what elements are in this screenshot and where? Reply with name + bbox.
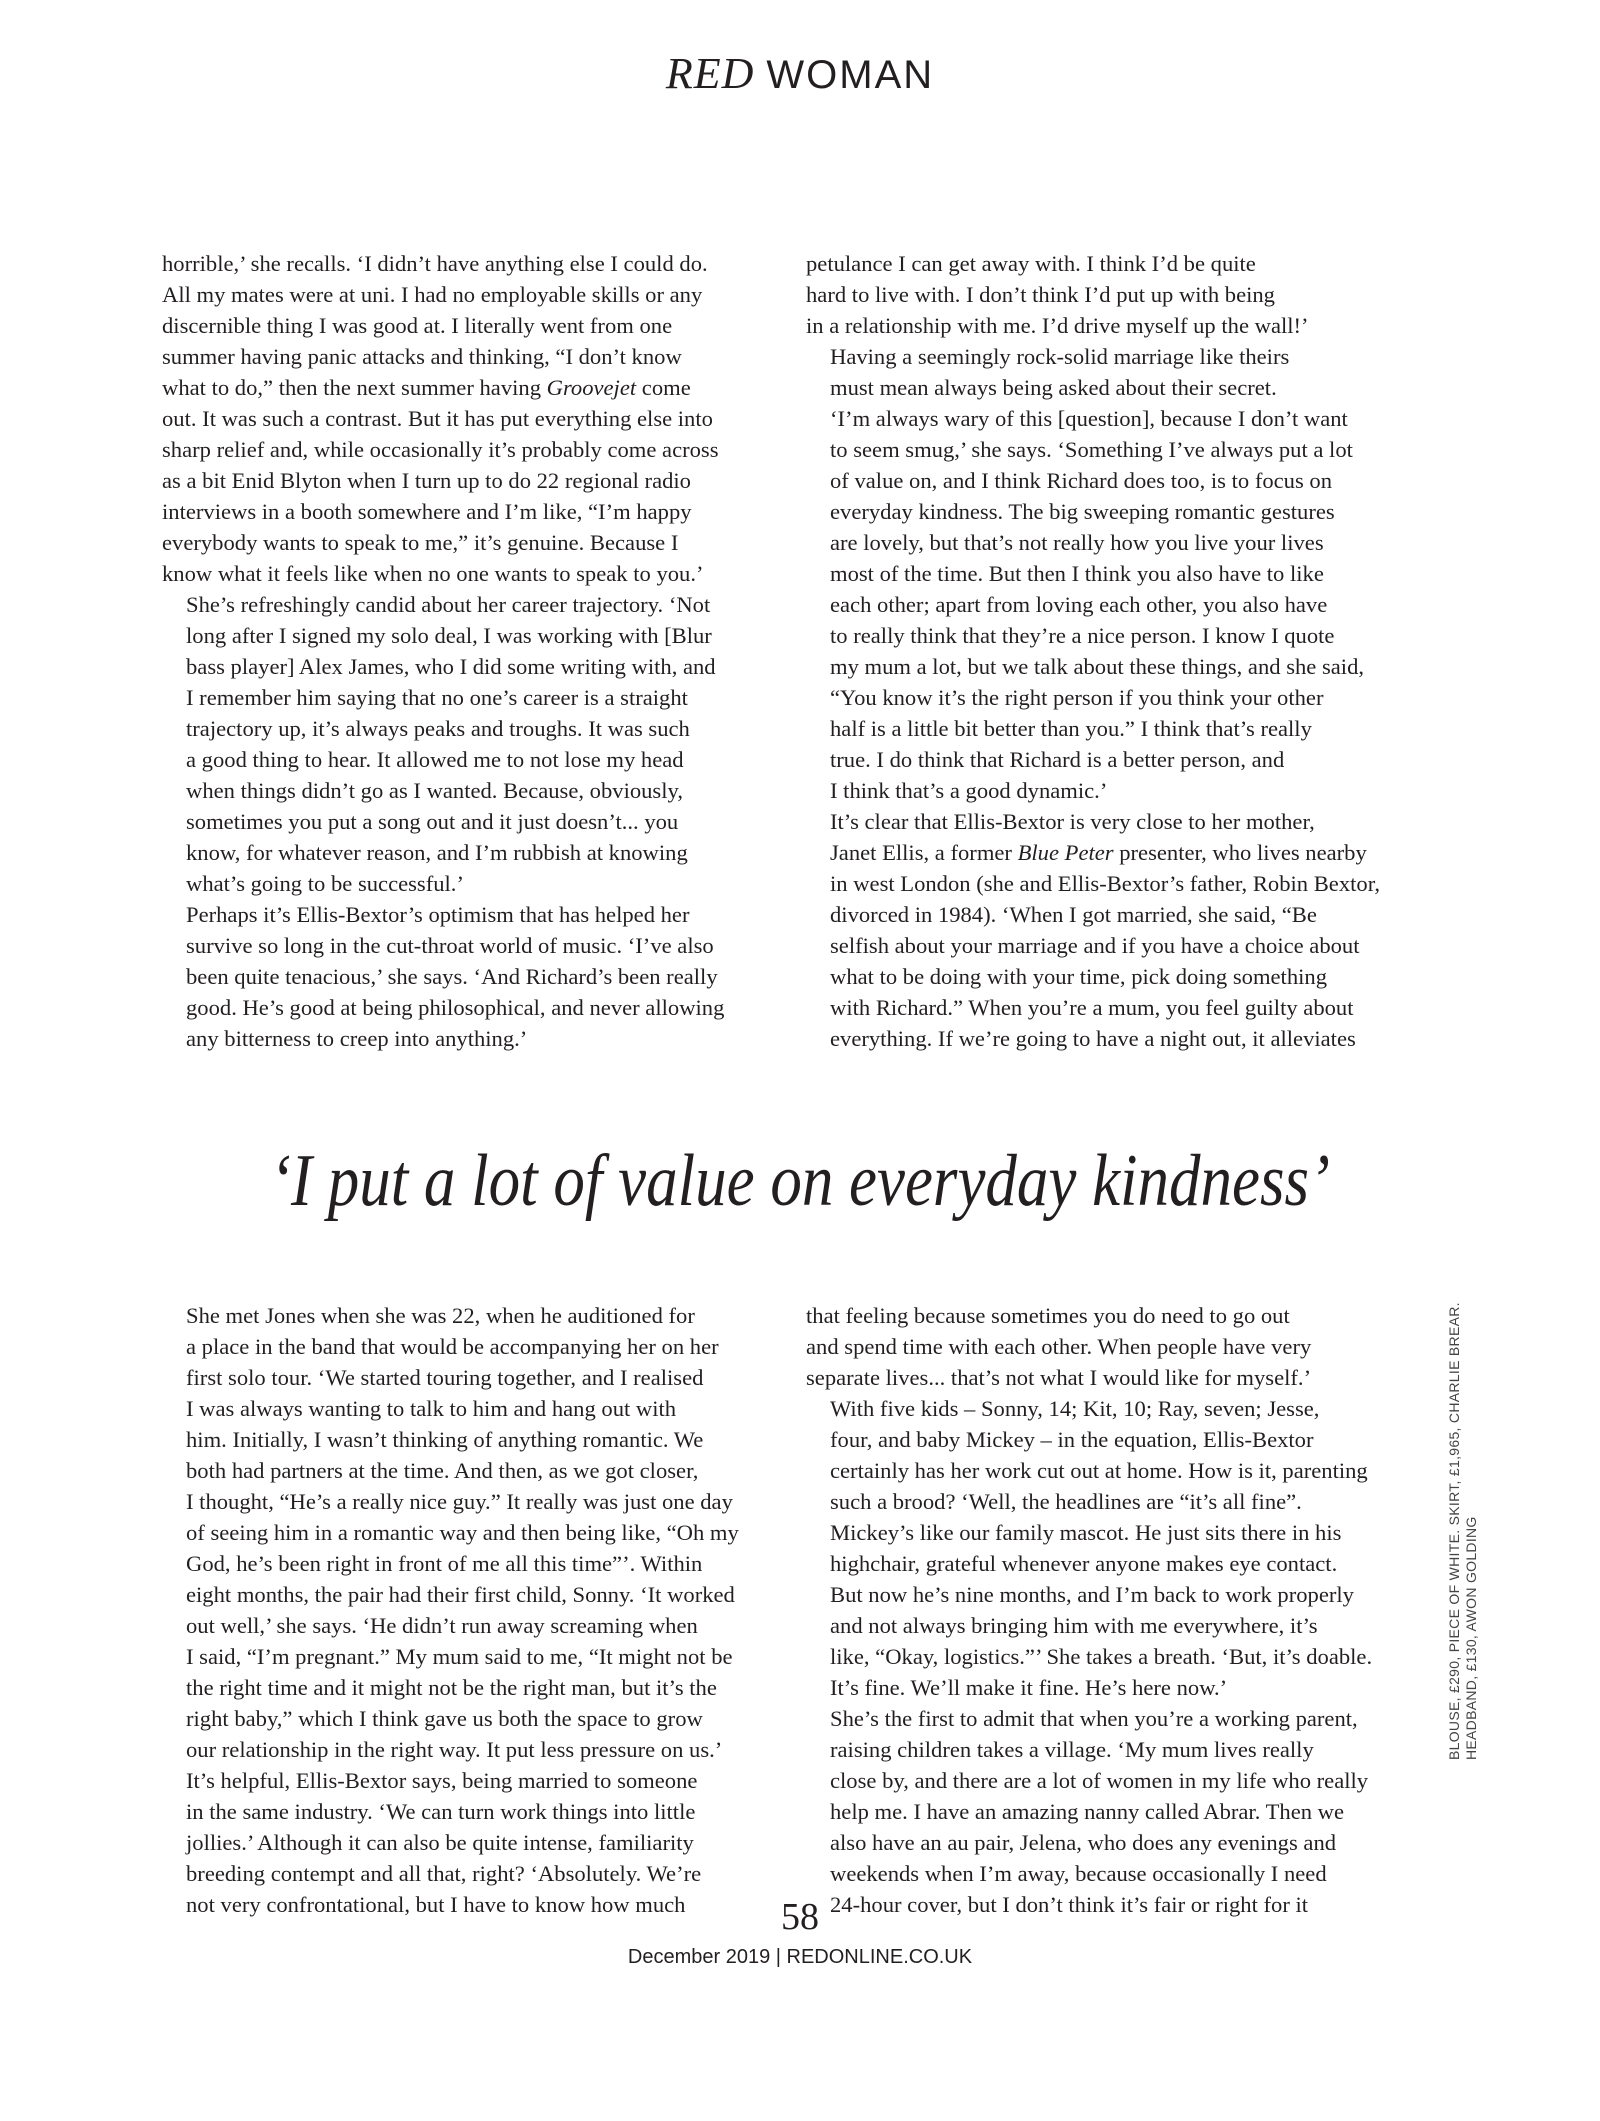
text-line: when things didn’t go as I wanted. Because, obviously, bbox=[186, 778, 683, 803]
text-line: divorced in 1984). ‘When I got married, she said, “Be bbox=[830, 902, 1317, 927]
text-line: him. Initially, I wasn’t thinking of anything romantic. We bbox=[186, 1427, 704, 1452]
text-line: first solo tour. ‘We started touring together, and I realised bbox=[186, 1365, 704, 1390]
text-line: Janet Ellis, a former Blue Peter presenter, who lives nearby bbox=[830, 840, 1367, 865]
text-line: been quite tenacious,’ she says. ‘And Richard’s been really bbox=[186, 964, 718, 989]
paragraph bbox=[806, 1703, 1416, 1920]
text-line: I thought, “He’s a really nice guy.” It really was just one day bbox=[186, 1489, 733, 1514]
pull-quote bbox=[255, 1085, 1345, 1275]
text-line: also have an au pair, Jelena, who does any evenings and bbox=[830, 1830, 1337, 1855]
text-line: help me. I have an amazing nanny called Abrar. Then we bbox=[830, 1799, 1345, 1824]
paragraph bbox=[162, 589, 772, 899]
text-line: half is a little bit better than you.” I think that’s really bbox=[830, 716, 1312, 741]
paragraph bbox=[806, 1300, 1416, 1393]
text-line: discernible thing I was good at. I literally went from one bbox=[162, 313, 673, 338]
text-line: and spend time with each other. When people have very bbox=[806, 1334, 1312, 1359]
text-line: summer having panic attacks and thinking, “I don’t know bbox=[162, 344, 682, 369]
masthead-red: RED bbox=[665, 49, 755, 98]
pull-quote-text: ‘I put a lot of value on everyday kindness’ bbox=[270, 1140, 1330, 1222]
text-line: such a brood? ‘Well, the headlines are “it’s all fine”. bbox=[830, 1489, 1302, 1514]
text-line: Perhaps it’s Ellis-Bextor’s optimism that has helped her bbox=[186, 902, 690, 927]
text-line: the right time and it might not be the right man, but it’s the bbox=[186, 1675, 717, 1700]
text-line: survive so long in the cut-throat world of music. ‘I’ve also bbox=[186, 933, 714, 958]
text-line: petulance I can get away with. I think I’d be quite bbox=[806, 251, 1256, 276]
text-line: what’s going to be successful.’ bbox=[186, 871, 464, 896]
paragraph bbox=[806, 248, 1416, 341]
text-line: to seem smug,’ she says. ‘Something I’ve always put a lot bbox=[830, 437, 1353, 462]
text-line: Mickey’s like our family mascot. He just sits there in his bbox=[830, 1520, 1342, 1545]
text-line: 24-hour cover, but I don’t think it’s fair or right for it bbox=[830, 1892, 1309, 1917]
text-line: horrible,’ she recalls. ‘I didn’t have anything else I could do. bbox=[162, 251, 708, 276]
photo-credit bbox=[1446, 1302, 1480, 1760]
text-line: our relationship in the right way. It put less pressure on us.’ bbox=[186, 1737, 723, 1762]
article-column-top-right bbox=[806, 248, 1416, 1054]
title-emphasis: Groovejet bbox=[546, 375, 637, 400]
text-line: I remember him saying that no one’s career is a straight bbox=[186, 685, 688, 710]
text-line: separate lives... that’s not what I would like for myself.’ bbox=[806, 1365, 1312, 1390]
text-line: She’s the first to admit that when you’re a working parent, bbox=[830, 1706, 1358, 1731]
text-line: long after I signed my solo deal, I was working with [Blur bbox=[186, 623, 712, 648]
text-line: I said, “I’m pregnant.” My mum said to me, “It might not be bbox=[186, 1644, 733, 1669]
text-line: out well,’ she says. ‘He didn’t run away screaming when bbox=[186, 1613, 698, 1638]
photo-credit-line-1: BLOUSE, £290, PIECE OF WHITE. SKIRT, £1,965, CHARLIE BREAR. bbox=[1446, 1302, 1462, 1760]
text-line: everyday kindness. The big sweeping romantic gestures bbox=[830, 499, 1335, 524]
masthead-woman: WOMAN bbox=[766, 53, 935, 97]
text-line: of seeing him in a romantic way and then being like, “Oh my bbox=[186, 1520, 739, 1545]
text-line: It’s helpful, Ellis-Bextor says, being married to someone bbox=[186, 1768, 698, 1793]
text-line: with Richard.” When you’re a mum, you feel guilty about bbox=[830, 995, 1354, 1020]
masthead bbox=[0, 48, 1600, 99]
text-line: like, “Okay, logistics.”’ She takes a breath. ‘But, it’s doable. bbox=[830, 1644, 1373, 1669]
text-line: to really think that they’re a nice person. I know I quote bbox=[830, 623, 1335, 648]
article-column-bottom-left bbox=[162, 1300, 772, 1920]
text-line: bass player] Alex James, who I did some writing with, and bbox=[186, 654, 716, 679]
paragraph bbox=[162, 248, 772, 589]
text-line: a place in the band that would be accompanying her on her bbox=[186, 1334, 719, 1359]
text-line: certainly has her work cut out at home. How is it, parenting bbox=[830, 1458, 1368, 1483]
text-line: are lovely, but that’s not really how you live your lives bbox=[830, 530, 1324, 555]
text-line: close by, and there are a lot of women in my life who really bbox=[830, 1768, 1369, 1793]
text-line: selfish about your marriage and if you have a choice about bbox=[830, 933, 1360, 958]
text-line: know, for whatever reason, and I’m rubbish at knowing bbox=[186, 840, 688, 865]
text-line: eight months, the pair had their first child, Sonny. ‘It worked bbox=[186, 1582, 735, 1607]
text-line: both had partners at the time. And then, as we got closer, bbox=[186, 1458, 699, 1483]
text-line: as a bit Enid Blyton when I turn up to do 22 regional radio bbox=[162, 468, 691, 493]
text-line: each other; apart from loving each other, you also have bbox=[830, 592, 1328, 617]
paragraph bbox=[806, 341, 1416, 806]
text-line: must mean always being asked about their secret. bbox=[830, 375, 1277, 400]
text-line: good. He’s good at being philosophical, and never allowing bbox=[186, 995, 725, 1020]
text-line: four, and baby Mickey – in the equation, Ellis-Bextor bbox=[830, 1427, 1314, 1452]
text-line: She met Jones when she was 22, when he auditioned for bbox=[186, 1303, 695, 1328]
text-line: what to do,” then the next summer having Groovejet come bbox=[162, 375, 691, 400]
text-line: in a relationship with me. I’d drive myself up the wall!’ bbox=[806, 313, 1309, 338]
text-line: know what it feels like when no one wants to speak to you.’ bbox=[162, 561, 704, 586]
photo-credit-line-2: HEADBAND, £130, AWON GOLDING bbox=[1463, 1516, 1479, 1760]
text-line: ‘I’m always wary of this [question], because I don’t want bbox=[830, 406, 1348, 431]
title-emphasis: Blue Peter bbox=[1017, 840, 1114, 865]
text-line: Having a seemingly rock-solid marriage like theirs bbox=[830, 344, 1290, 369]
text-line: raising children takes a village. ‘My mum lives really bbox=[830, 1737, 1314, 1762]
article-column-top-left bbox=[162, 248, 772, 1054]
paragraph bbox=[806, 1393, 1416, 1703]
text-line: that feeling because sometimes you do need to go out bbox=[806, 1303, 1290, 1328]
text-line: highchair, grateful whenever anyone makes eye contact. bbox=[830, 1551, 1338, 1576]
text-line: in the same industry. ‘We can turn work things into little bbox=[186, 1799, 696, 1824]
text-line: everybody wants to speak to me,” it’s genuine. Because I bbox=[162, 530, 679, 555]
paragraph bbox=[162, 899, 772, 1054]
text-line: jollies.’ Although it can also be quite intense, familiarity bbox=[186, 1830, 694, 1855]
text-line: All my mates were at uni. I had no employable skills or any bbox=[162, 282, 703, 307]
text-line: I was always wanting to talk to him and hang out with bbox=[186, 1396, 677, 1421]
text-line: any bitterness to creep into anything.’ bbox=[186, 1026, 528, 1051]
article-column-bottom-right bbox=[806, 1300, 1416, 1920]
text-line: and not always bringing him with me everywhere, it’s bbox=[830, 1613, 1318, 1638]
text-line: out. It was such a contrast. But it has put everything else into bbox=[162, 406, 713, 431]
text-line: most of the time. But then I think you also have to like bbox=[830, 561, 1324, 586]
text-line: hard to live with. I don’t think I’d put up with being bbox=[806, 282, 1275, 307]
text-line: interviews in a booth somewhere and I’m like, “I’m happy bbox=[162, 499, 692, 524]
text-line: I think that’s a good dynamic.’ bbox=[830, 778, 1108, 803]
text-line: breeding contempt and all that, right? ‘Absolutely. We’re bbox=[186, 1861, 702, 1886]
text-line: trajectory up, it’s always peaks and troughs. It was such bbox=[186, 716, 690, 741]
text-line: “You know it’s the right person if you think your other bbox=[830, 685, 1324, 710]
text-line: But now he’s nine months, and I’m back to work properly bbox=[830, 1582, 1354, 1607]
text-line: true. I do think that Richard is a better person, and bbox=[830, 747, 1285, 772]
text-line: sometimes you put a song out and it just doesn’t... you bbox=[186, 809, 679, 834]
text-line: right baby,” which I think gave us both the space to grow bbox=[186, 1706, 703, 1731]
text-line: everything. If we’re going to have a night out, it alleviates bbox=[830, 1026, 1356, 1051]
text-line: my mum a lot, but we talk about these things, and she said, bbox=[830, 654, 1365, 679]
text-line: a good thing to hear. It allowed me to not lose my head bbox=[186, 747, 684, 772]
page-number: 58 bbox=[781, 1896, 819, 1938]
text-line: of value on, and I think Richard does too, is to focus on bbox=[830, 468, 1332, 493]
paragraph bbox=[806, 806, 1416, 1054]
text-line: not very confrontational, but I have to know how much bbox=[186, 1892, 686, 1917]
text-line: It’s fine. We’ll make it fine. He’s here now.’ bbox=[830, 1675, 1228, 1700]
text-line: God, he’s been right in front of me all this time”’. Within bbox=[186, 1551, 703, 1576]
text-line: in west London (she and Ellis-Bextor’s father, Robin Bextor, bbox=[830, 871, 1380, 896]
issue-footer: December 2019 | REDONLINE.CO.UK bbox=[627, 1946, 973, 1968]
paragraph bbox=[162, 1300, 772, 1765]
text-line: It’s clear that Ellis-Bextor is very close to her mother, bbox=[830, 809, 1315, 834]
text-line: what to be doing with your time, pick doing something bbox=[830, 964, 1328, 989]
text-line: With five kids – Sonny, 14; Kit, 10; Ray, seven; Jesse, bbox=[830, 1396, 1320, 1421]
text-line: sharp relief and, while occasionally it’s probably come across bbox=[162, 437, 719, 462]
text-line: weekends when I’m away, because occasionally I need bbox=[830, 1861, 1327, 1886]
text-line: She’s refreshingly candid about her career trajectory. ‘Not bbox=[186, 592, 711, 617]
